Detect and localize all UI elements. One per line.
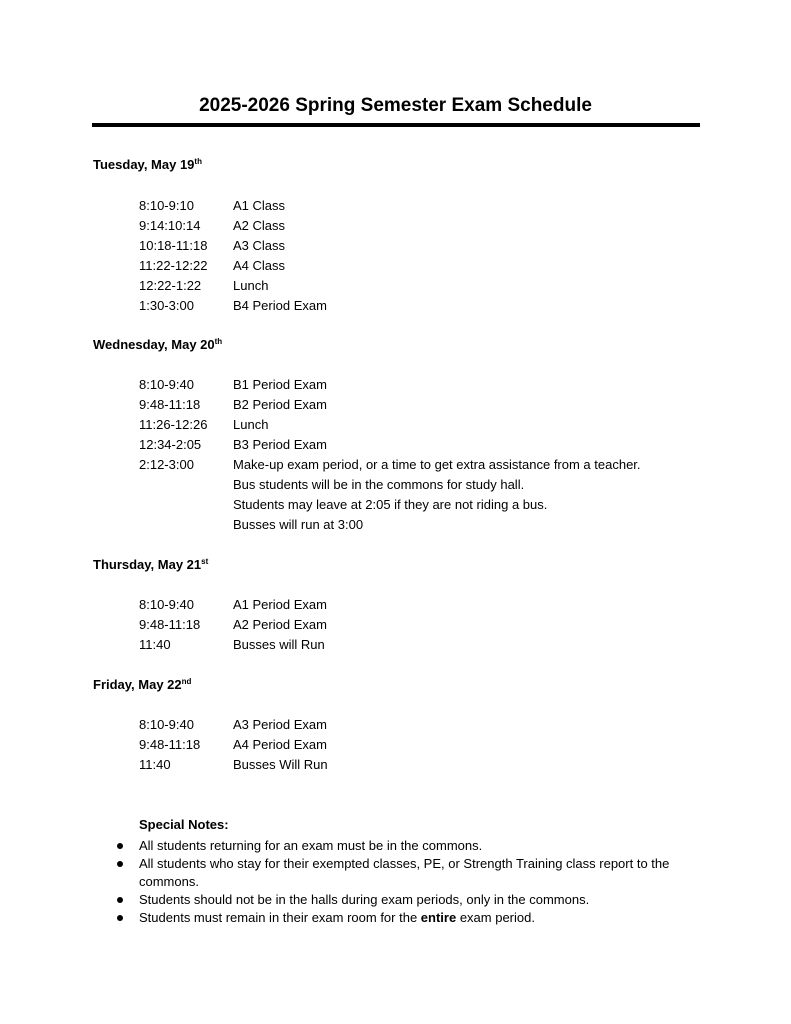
schedule-description: Students may leave at 2:05 if they are not riding a bus. <box>233 497 548 512</box>
bullet-icon <box>117 915 123 921</box>
schedule-description: Lunch <box>233 417 269 432</box>
day-ordinal-suffix: st <box>201 557 209 566</box>
bullet-icon <box>117 843 123 849</box>
day-label: Tuesday, May 19 <box>93 157 195 172</box>
list-item <box>0 837 679 855</box>
schedule-description: B1 Period Exam <box>233 377 327 392</box>
list-item <box>0 891 679 909</box>
schedule-description: B3 Period Exam <box>233 437 327 452</box>
schedule-description: Busses will run at 3:00 <box>233 517 364 532</box>
schedule-description: A3 Period Exam <box>233 717 327 732</box>
note-text-after: exam period. <box>456 910 535 925</box>
schedule-description: Lunch <box>233 278 269 293</box>
day-label: Thursday, May 21 <box>93 557 202 572</box>
bullet-icon <box>117 861 123 867</box>
schedule-time: 11:40 <box>139 637 171 652</box>
schedule-time: 1:30-3:00 <box>139 298 194 313</box>
schedule-time: 8:10-9:40 <box>139 597 194 612</box>
day-heading-tuesday <box>93 157 202 173</box>
schedule-description: A4 Class <box>233 258 286 273</box>
schedule-time: 12:22-1:22 <box>139 278 202 293</box>
schedule-time: 11:22-12:22 <box>139 258 208 273</box>
day-ordinal-suffix: th <box>194 157 202 166</box>
schedule-description: A2 Class <box>233 218 286 233</box>
schedule-description: A1 Class <box>233 198 286 213</box>
note-text: All students who stay for their exempted classes, PE, or Strength Training class report to the commons. <box>139 856 670 889</box>
day-heading-wednesday <box>93 337 222 353</box>
title-underline <box>92 123 700 127</box>
day-heading-friday <box>93 677 191 693</box>
note-text-before: Students must remain in their exam room for the <box>139 910 421 925</box>
day-ordinal-suffix: th <box>214 337 223 346</box>
list-item <box>0 909 679 927</box>
schedule-description: A2 Period Exam <box>233 617 327 632</box>
schedule-time: 8:10-9:40 <box>139 377 194 392</box>
list-item <box>0 855 679 891</box>
schedule-time: 9:14:10:14 <box>139 218 201 233</box>
schedule-time: 9:48-11:18 <box>139 617 201 632</box>
special-notes-list <box>0 837 791 927</box>
note-text: All students returning for an exam must be in the commons. <box>139 838 483 853</box>
schedule-description: Busses will Run <box>233 637 325 652</box>
schedule-description: A4 Period Exam <box>233 737 327 752</box>
page-title: 2025-2026 Spring Semester Exam Schedule <box>199 95 592 116</box>
schedule-description: B2 Period Exam <box>233 397 327 412</box>
note-text: Students should not be in the halls during exam periods, only in the commons. <box>139 892 590 907</box>
schedule-time: 9:48-11:18 <box>139 397 201 412</box>
schedule-description: Make-up exam period, or a time to get extra assistance from a teacher. <box>233 457 641 472</box>
day-ordinal-suffix: nd <box>181 677 192 686</box>
day-heading-thursday <box>93 557 208 573</box>
schedule-time: 11:26-12:26 <box>139 417 208 432</box>
schedule-description: A1 Period Exam <box>233 597 327 612</box>
schedule-time: 11:40 <box>139 757 171 772</box>
schedule-description: Bus students will be in the commons for study hall. <box>233 477 525 492</box>
schedule-time: 12:34-2:05 <box>139 437 202 452</box>
schedule-time: 8:10-9:40 <box>139 717 194 732</box>
schedule-time: 9:48-11:18 <box>139 737 201 752</box>
day-label: Friday, May 22 <box>93 677 182 692</box>
day-label: Wednesday, May 20 <box>93 337 215 352</box>
schedule-description: B4 Period Exam <box>233 298 327 313</box>
schedule-description: Busses Will Run <box>233 757 328 772</box>
note-emphasis: entire <box>420 910 457 925</box>
bullet-icon <box>117 897 123 903</box>
schedule-time: 10:18-11:18 <box>139 238 208 253</box>
special-notes-heading: Special Notes: <box>139 817 229 832</box>
schedule-description: A3 Class <box>233 238 286 253</box>
schedule-time: 8:10-9:10 <box>139 198 194 213</box>
schedule-time: 2:12-3:00 <box>139 457 194 472</box>
